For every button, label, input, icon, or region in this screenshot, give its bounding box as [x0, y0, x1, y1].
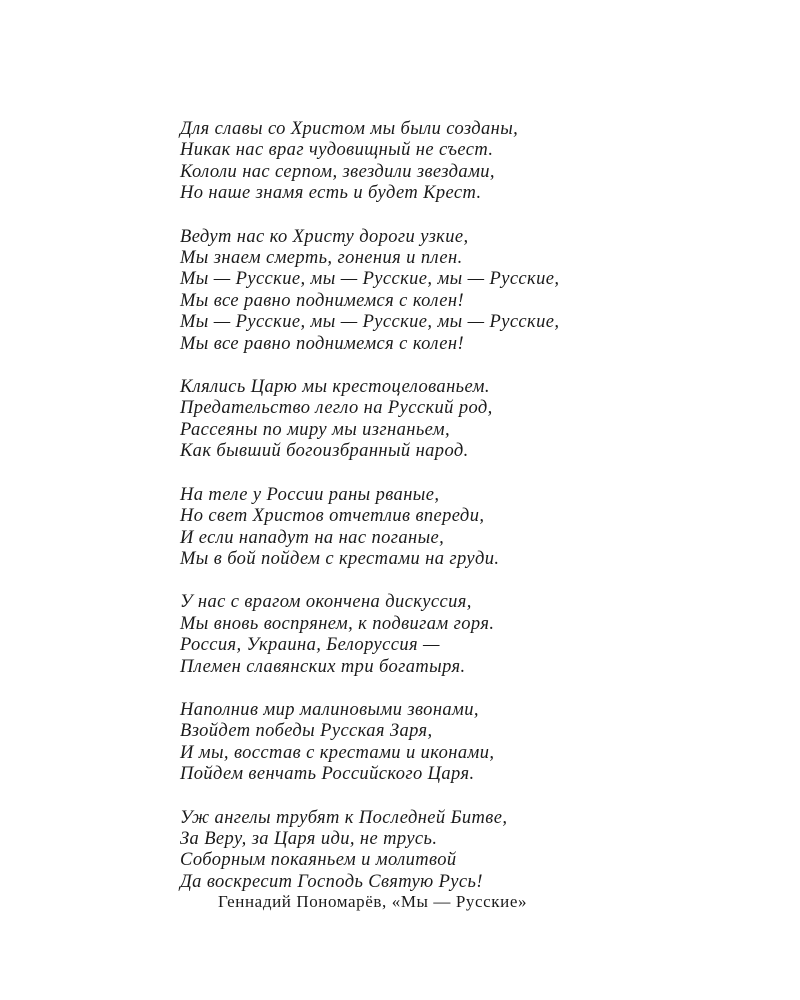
poem [180, 119, 780, 915]
stanza-1 [180, 119, 780, 205]
poem-line: Уж ангелы трубят к Последней Битве, [180, 807, 508, 828]
poem-line: Для славы со Христом мы были созданы, [180, 119, 519, 139]
poem-line: И если нападут на нас поганые, [180, 527, 445, 548]
poem-line: Мы все равно поднимемся с колен! [180, 333, 465, 354]
poem-line: Мы — Русские, мы — Русские, мы — Русские, [180, 269, 560, 290]
poem-line: Соборным покаяньем и молитвой [180, 850, 457, 871]
poem-line: Мы в бой пойдем с крестами на груди. [180, 548, 500, 569]
poem-line: Ведут нас ко Христу дороги узкие, [180, 226, 469, 247]
poem-line: Взойдет победы Русская Заря, [180, 721, 433, 742]
poem-line: Рассеяны по миру мы изгнаньем, [180, 419, 451, 440]
attribution: Геннадий Пономарёв, «Мы — Русские» [218, 892, 528, 911]
stanza-5 [180, 592, 780, 678]
poem-line: Клялись Царю мы крестоцелованьем. [180, 377, 490, 398]
poem-line: За Веру, за Царя иди, не трусь. [180, 828, 438, 849]
stanza-4 [180, 485, 780, 571]
poem-line: Мы знаем смерть, гонения и плен. [180, 248, 463, 269]
stanza-7 [180, 808, 780, 894]
poem-line: Да воскресит Господь Святую Русь! [180, 871, 483, 892]
poem-line: И мы, восстав с крестами и иконами, [180, 742, 495, 763]
poem-line: На теле у России раны рваные, [180, 484, 440, 505]
stanza-2 [180, 227, 780, 355]
poem-line: Племен славянских три богатыря. [180, 656, 466, 677]
poem-line: Предательство легло на Русский род, [180, 398, 493, 419]
poem-line: Но наше знамя есть и будет Крест. [180, 183, 482, 204]
poem-line: Мы вновь воспрянем, к подвигам горя. [180, 613, 495, 634]
poem-line: Наполнив мир малиновыми звонами, [180, 699, 479, 720]
poem-line: Мы — Русские, мы — Русские, мы — Русские, [180, 312, 560, 333]
poem-line: Никак нас враг чудовищный не съест. [180, 140, 494, 161]
poem-line: Россия, Украина, Белоруссия — [180, 635, 440, 656]
stanza-6 [180, 700, 780, 786]
poem-line: Но свет Христов отчетлив впереди, [180, 506, 485, 527]
stanza-3 [180, 377, 780, 463]
poem-line: Как бывший богоизбранный народ. [180, 441, 469, 462]
poem-line: Кололи нас серпом, звездили звездами, [180, 161, 495, 182]
poem-line: Мы все равно поднимемся с колен! [180, 290, 465, 311]
poem-line: Пойдем венчать Российского Царя. [180, 764, 475, 785]
poem-line: У нас с врагом окончена дискуссия, [180, 592, 472, 613]
